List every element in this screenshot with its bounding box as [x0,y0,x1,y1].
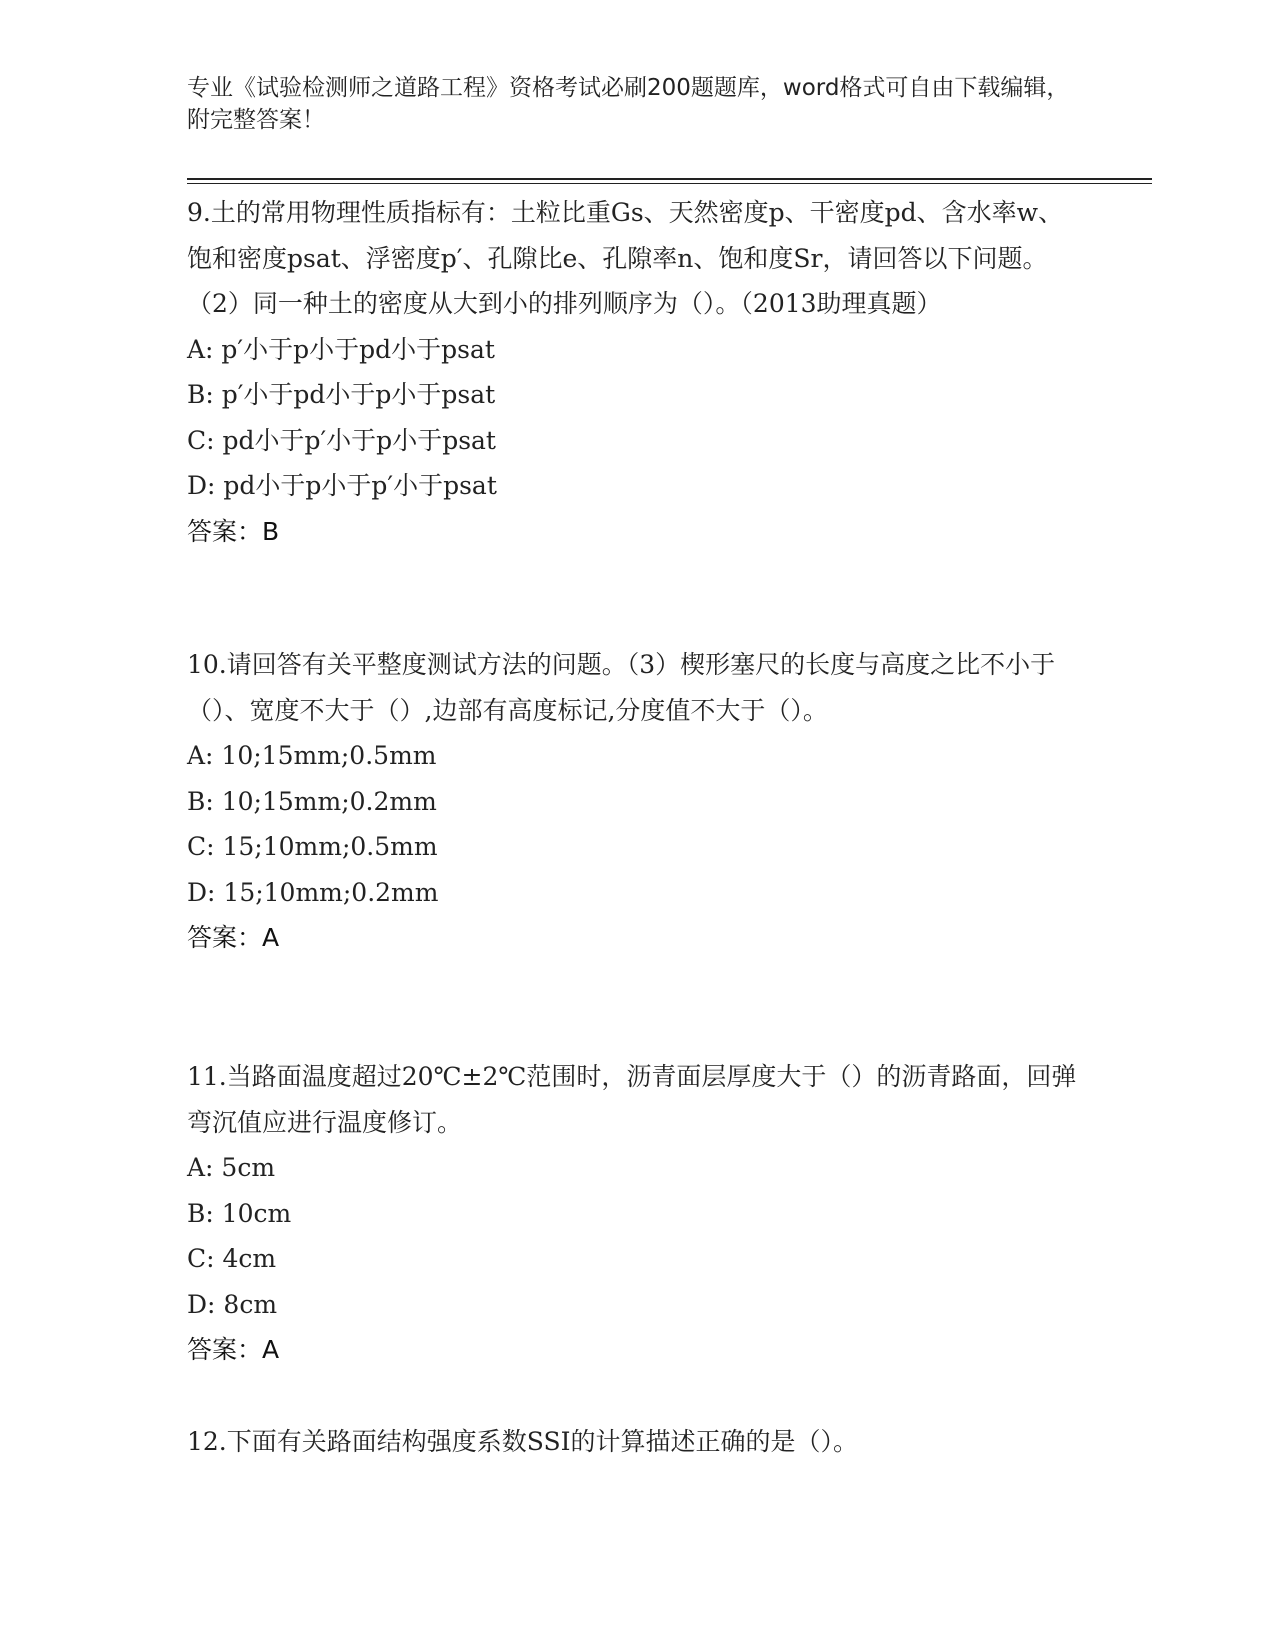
question-stem: 12.下面有关路面结构强度系数SSI的计算描述正确的是（）。 [187,1427,858,1456]
option-a: A: 5cm [187,1153,276,1182]
option-c: C: 4cm [187,1244,277,1273]
option-b: B: 10cm [187,1198,292,1228]
question-11 [187,1054,1077,1373]
answer-label: 答案：B [187,516,280,546]
question-12 [187,1419,1077,1465]
question-stem: 11.当路面温度超过20℃±2℃范围时，沥青面层厚度大于（）的沥青路面，回弹弯沉值应进行温度修订。 [187,1062,1077,1137]
question-10 [187,642,1077,961]
header-divider-thick [187,178,1152,180]
option-a: A: 10;15mm;0.5mm [187,741,437,770]
option-d: D: 15;10mm;0.2mm [187,877,439,907]
option-b: B: p′小于pd小于p小于psat [187,380,496,409]
question-9 [187,190,1077,554]
answer-label: 答案：A [187,923,280,952]
option-d: D: 8cm [187,1289,278,1319]
option-b: B: 10;15mm;0.2mm [187,786,437,816]
option-c: C: pd小于p′小于p小于psat [187,425,496,455]
question-stem: 9.土的常用物理性质指标有：土粒比重Gs、天然密度p、干密度pd、含水率w、饱和密度psat、浮密度p′、孔隙比e、孔隙率n、饱和度Sr，请回答以下问题。（2）同一种土的密度从大到小的排列顺序为（）。（2013助理真题） [187,198,1064,318]
question-stem: 10.请回答有关平整度测试方法的问题。（3）楔形塞尺的长度与高度之比不小于（）、宽度不大于（）,边部有高度标记,分度值不大于（）。 [187,650,1056,725]
document-header: 专业《试验检测师之道路工程》资格考试必刷200题题库，word格式可自由下载编辑，附完整答案！ [187,75,1070,133]
answer-label: 答案：A [187,1335,280,1364]
option-d: D: pd小于p小于p′小于psat [187,471,497,500]
option-a: A: p′小于p小于pd小于psat [187,334,495,364]
option-c: C: 15;10mm;0.5mm [187,832,438,861]
header-divider-thin [187,183,1152,184]
